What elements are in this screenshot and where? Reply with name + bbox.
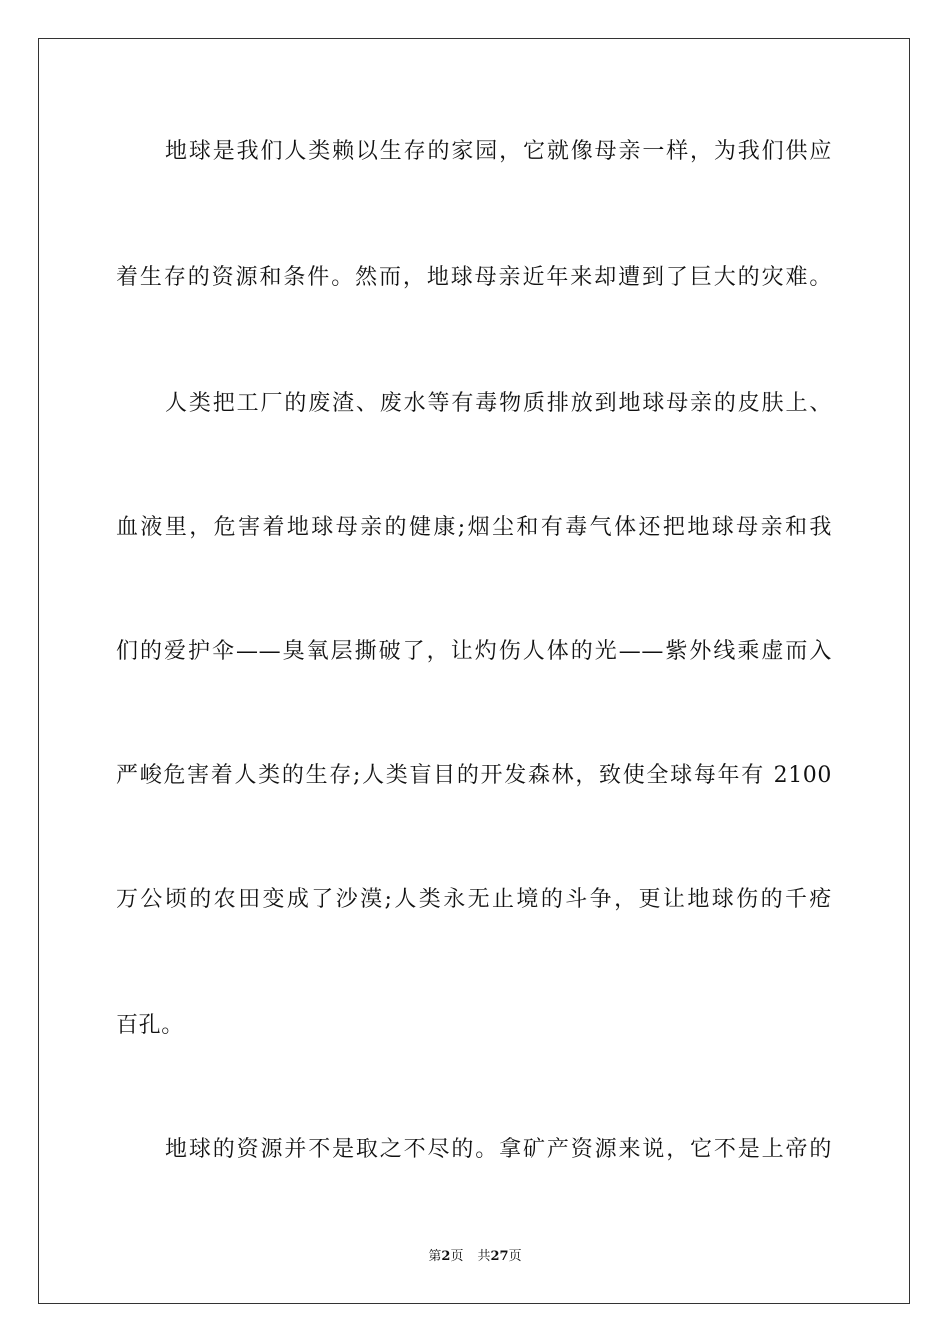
footer-total-prefix: 共 — [477, 1249, 491, 1264]
footer-page-number: 2 — [441, 1249, 451, 1264]
footer-page-prefix: 第 — [428, 1249, 442, 1264]
paragraph-3-line-1: 地球的资源并不是取之不尽的。拿矿产资源来说，它不是上帝的 — [165, 1137, 832, 1162]
paragraph-1-line-2: 着生存的资源和条件。然而，地球母亲近年来却遭到了巨大的灾难。 — [116, 265, 832, 290]
footer-page-suffix: 页 — [450, 1249, 464, 1264]
paragraph-2-line-2: 血液里，危害着地球母亲的健康;烟尘和有毒气体还把地球母亲和我 — [116, 515, 832, 540]
page-footer — [0, 1248, 950, 1266]
footer-total-suffix: 页 — [508, 1249, 522, 1264]
paragraph-2-line-4: 严峻危害着人类的生存;人类盲目的开发森林，致使全球每年有 2100 — [116, 763, 832, 788]
footer-total-pages: 27 — [490, 1249, 509, 1264]
paragraph-2-line-3: 们的爱护伞——臭氧层撕破了，让灼伤人体的光——紫外线乘虚而入 — [116, 639, 832, 664]
paragraph-2-line-6: 百孔。 — [116, 1013, 184, 1038]
paragraph-2-line-5: 万公顷的农田变成了沙漠;人类永无止境的斗争，更让地球伤的千疮 — [116, 887, 832, 912]
paragraph-1-line-1: 地球是我们人类赖以生存的家园，它就像母亲一样，为我们供应 — [165, 139, 832, 164]
page-border — [38, 38, 910, 1304]
paragraph-2-line-1: 人类把工厂的废渣、废水等有毒物质排放到地球母亲的皮肤上、 — [165, 391, 832, 416]
